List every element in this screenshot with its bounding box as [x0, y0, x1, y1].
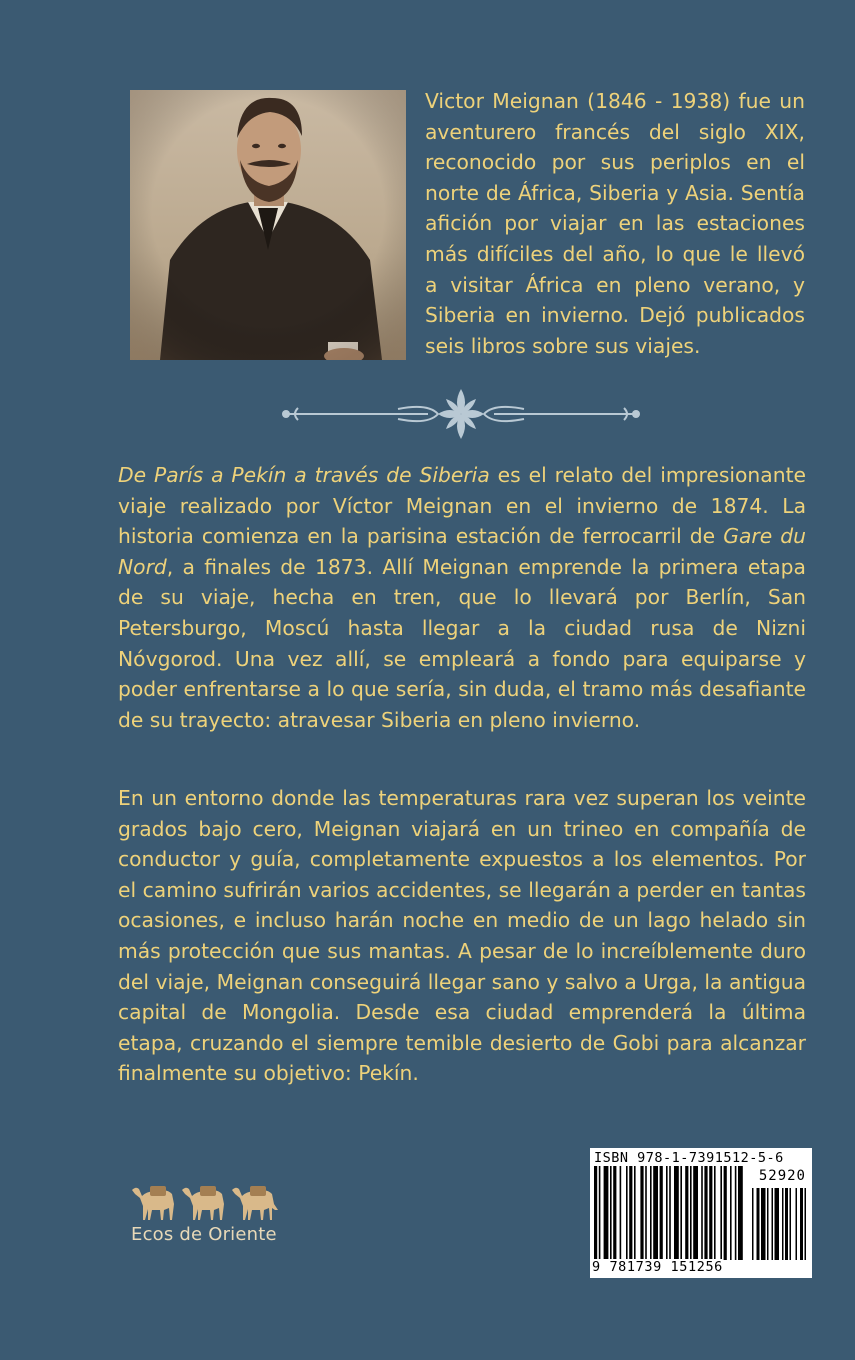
isbn-barcode	[590, 1148, 812, 1278]
publisher-name: Ecos de Oriente	[131, 1224, 277, 1245]
addon-bar	[761, 1188, 766, 1260]
barcode-bar	[730, 1166, 732, 1260]
barcode-bar	[701, 1166, 703, 1260]
addon-bar	[805, 1188, 807, 1260]
barcode-bar	[660, 1166, 663, 1260]
decorative-divider-icon	[278, 385, 644, 443]
camel-caravan-icon	[128, 1180, 293, 1224]
synopsis-text-a: es el relato del impresionante viaje realizado por Víctor Meignan en el invierno de 1874. La historia comienza en la parisina estación de ferrocarril de	[118, 463, 806, 549]
addon-bar	[772, 1188, 774, 1260]
barcode-bar	[690, 1166, 692, 1260]
addon-bar	[752, 1188, 754, 1260]
barcode-bar	[604, 1166, 609, 1260]
barcode-bar	[735, 1166, 737, 1260]
barcode-bar	[669, 1166, 671, 1260]
barcode-bar	[629, 1166, 632, 1260]
barcode-bar	[685, 1166, 688, 1260]
addon-bar	[767, 1188, 769, 1260]
barcode-bar	[613, 1166, 616, 1260]
book-title: De París a Pekín a través de Siberia	[118, 463, 490, 487]
synopsis-text-b: , a finales de 1873. Allí Meignan emprende la primera etapa de su viaje, hecha en tren, que lo llevará por Berlín, San Petersburgo, Moscú hasta llegar a la ciudad rusa de Nizni Nóvgorod. Una vez allí, se empleará a fondo para equiparse y poder enfrentarse a lo que sería, sin duda, el tramo más desafiante de su trayecto: atravesar Siberia en pleno invierno.	[118, 554, 806, 732]
isbn-label: ISBN 978-1-7391512-5-6	[594, 1150, 784, 1166]
author-portrait	[130, 90, 406, 360]
station-name: Gare du Nord	[118, 524, 806, 579]
barcode-bar	[680, 1166, 682, 1260]
barcode-bar	[626, 1166, 628, 1260]
barcode-bar	[620, 1166, 622, 1260]
ean-digits: 9 781739 151256	[592, 1259, 723, 1275]
barcode-bar	[653, 1166, 658, 1260]
addon-bar	[775, 1188, 780, 1260]
synopsis-paragraph-1	[118, 460, 806, 735]
synopsis-paragraph-2: En un entorno donde las temperaturas rara vez superan los veinte grados bajo cero, Meignan viajará en un trineo en compañía de conductor y guía, completamente expuestos a los elementos. Por el camino sufrirán varios accidentes, se llegarán a perder en tantas ocasiones, e incluso harán noche en medio de un lago helado sin más protección que sus mantas. A pesar de lo increíblemente duro del viaje, Meignan conseguirá llegar sano y salvo a Urga, la antigua capital de Mongolia. Desde esa ciudad emprenderá la última etapa, cruzando el siempre temible desierto de Gobi para alcanzar finalmente su objetivo: Pekín.	[118, 786, 806, 1086]
addon-bar	[785, 1188, 788, 1260]
barcode-bar	[693, 1166, 698, 1260]
barcode-bar	[704, 1166, 707, 1260]
publisher-logo	[128, 1180, 293, 1250]
barcode-bar	[714, 1166, 716, 1260]
price-code: 52920	[758, 1168, 806, 1184]
barcode-bar	[738, 1166, 743, 1260]
barcode-bar	[650, 1166, 652, 1260]
barcode-bar	[610, 1166, 612, 1260]
barcode-bar	[709, 1166, 712, 1260]
barcode-bar	[674, 1166, 679, 1260]
barcode-bar	[724, 1166, 727, 1260]
author-bio: Victor Meignan (1846 - 1938) fue un aventurero francés del siglo XIX, reconocido por sus periplos en el norte de África, Siberia y Asia. Sentía afición por viajar en las estaciones más difíciles del año, lo que le llevó a visitar África en pleno verano, y Siberia en invierno. Dejó publicados seis libros sobre sus viajes.	[425, 89, 805, 358]
barcode-bar	[599, 1166, 601, 1260]
barcode-bar	[594, 1166, 597, 1260]
addon-bar	[782, 1188, 784, 1260]
barcode-bar	[666, 1166, 668, 1260]
barcode-bar	[634, 1166, 636, 1260]
barcode-bar	[645, 1166, 647, 1260]
addon-bar	[790, 1188, 792, 1260]
addon-bar	[800, 1188, 803, 1260]
barcode-bar	[640, 1166, 643, 1260]
barcode-bar	[720, 1166, 722, 1260]
addon-bar	[757, 1188, 760, 1260]
addon-bar	[796, 1188, 798, 1260]
